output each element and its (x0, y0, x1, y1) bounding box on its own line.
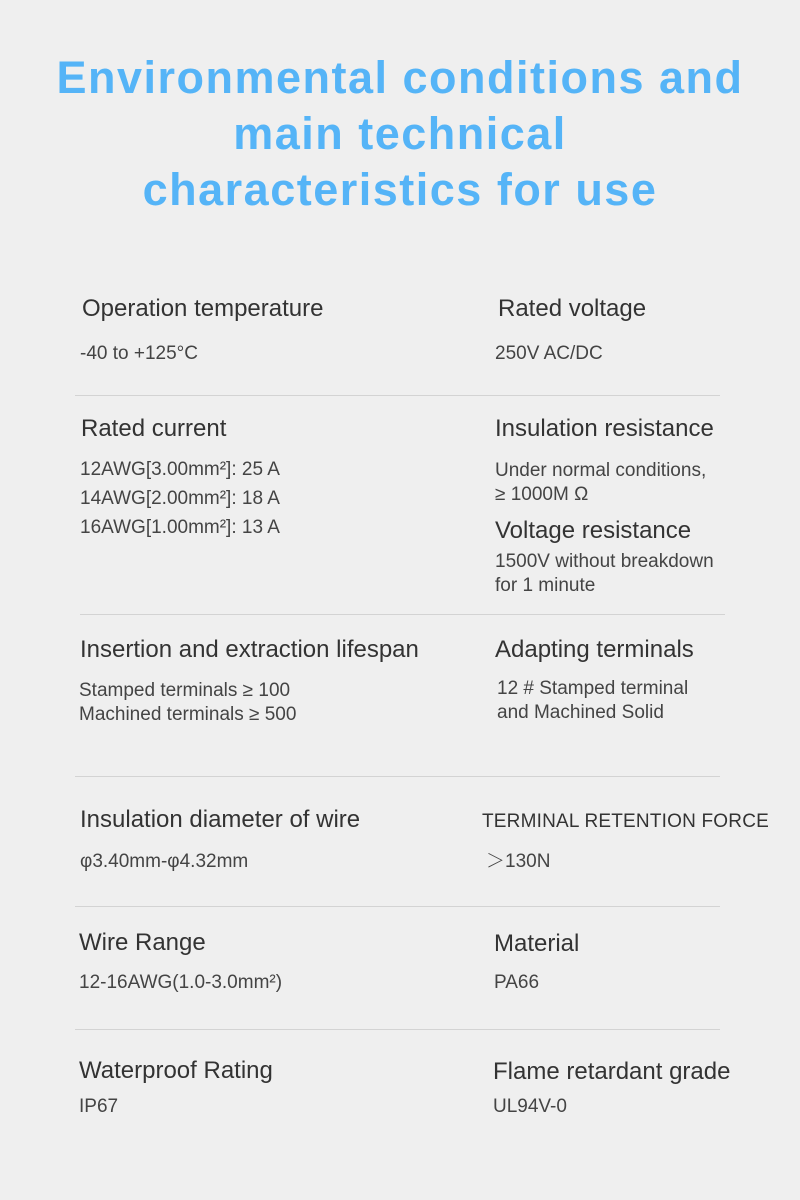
title-line-1: Environmental conditions and (56, 52, 744, 103)
voltage-resistance-label: Voltage resistance (495, 517, 692, 544)
flame-value: UL94V-0 (493, 1096, 567, 1117)
rated-current-label: Rated current (81, 415, 227, 442)
lifespan-label: Insertion and extraction lifespan (80, 636, 419, 663)
material-value: PA66 (494, 972, 540, 993)
retention-force-label: TERMINAL RETENTION FORCE (482, 811, 769, 832)
title-line-3: characteristics for use (142, 164, 658, 215)
divider (80, 614, 725, 615)
waterproof-label: Waterproof Rating (79, 1057, 273, 1084)
divider (75, 1029, 720, 1030)
material-label: Material (494, 930, 580, 957)
title-line-2: main technical (233, 108, 567, 159)
divider (75, 395, 720, 396)
adapting-terminals-line-1: 12 # Stamped terminal (497, 678, 689, 699)
operation-temperature-value: -40 to +125°C (80, 343, 198, 364)
rated-voltage-value: 250V AC/DC (495, 343, 603, 364)
rated-voltage-label: Rated voltage (498, 295, 647, 322)
flame-label: Flame retardant grade (493, 1058, 731, 1085)
adapting-terminals-label: Adapting terminals (495, 636, 694, 663)
rated-current-line-2: 14AWG[2.00mm²]: 18 A (80, 488, 280, 509)
voltage-resistance-line-1: 1500V without breakdown (495, 551, 714, 572)
divider (75, 906, 720, 907)
operation-temperature-label: Operation temperature (82, 295, 324, 322)
wire-range-label: Wire Range (79, 929, 206, 956)
lifespan-line-2: Machined terminals ≥ 500 (79, 704, 297, 725)
insulation-diameter-value: φ3.40mm-φ4.32mm (80, 851, 249, 872)
divider (75, 776, 720, 777)
insulation-resistance-line-1: Under normal conditions, (495, 460, 707, 481)
retention-force-value: ＞130N (486, 851, 551, 872)
insulation-resistance-line-2: ≥ 1000M Ω (495, 484, 589, 505)
wire-range-value: 12-16AWG(1.0-3.0mm²) (79, 972, 283, 993)
lifespan-line-1: Stamped terminals ≥ 100 (79, 680, 291, 701)
insulation-resistance-label: Insulation resistance (495, 415, 714, 442)
insulation-diameter-label: Insulation diameter of wire (80, 806, 361, 833)
page-title (0, 50, 800, 218)
waterproof-value: IP67 (79, 1096, 119, 1117)
voltage-resistance-line-2: for 1 minute (495, 575, 596, 596)
adapting-terminals-line-2: and Machined Solid (497, 702, 664, 723)
rated-current-line-3: 16AWG[1.00mm²]: 13 A (80, 517, 280, 538)
rated-current-line-1: 12AWG[3.00mm²]: 25 A (80, 459, 280, 480)
